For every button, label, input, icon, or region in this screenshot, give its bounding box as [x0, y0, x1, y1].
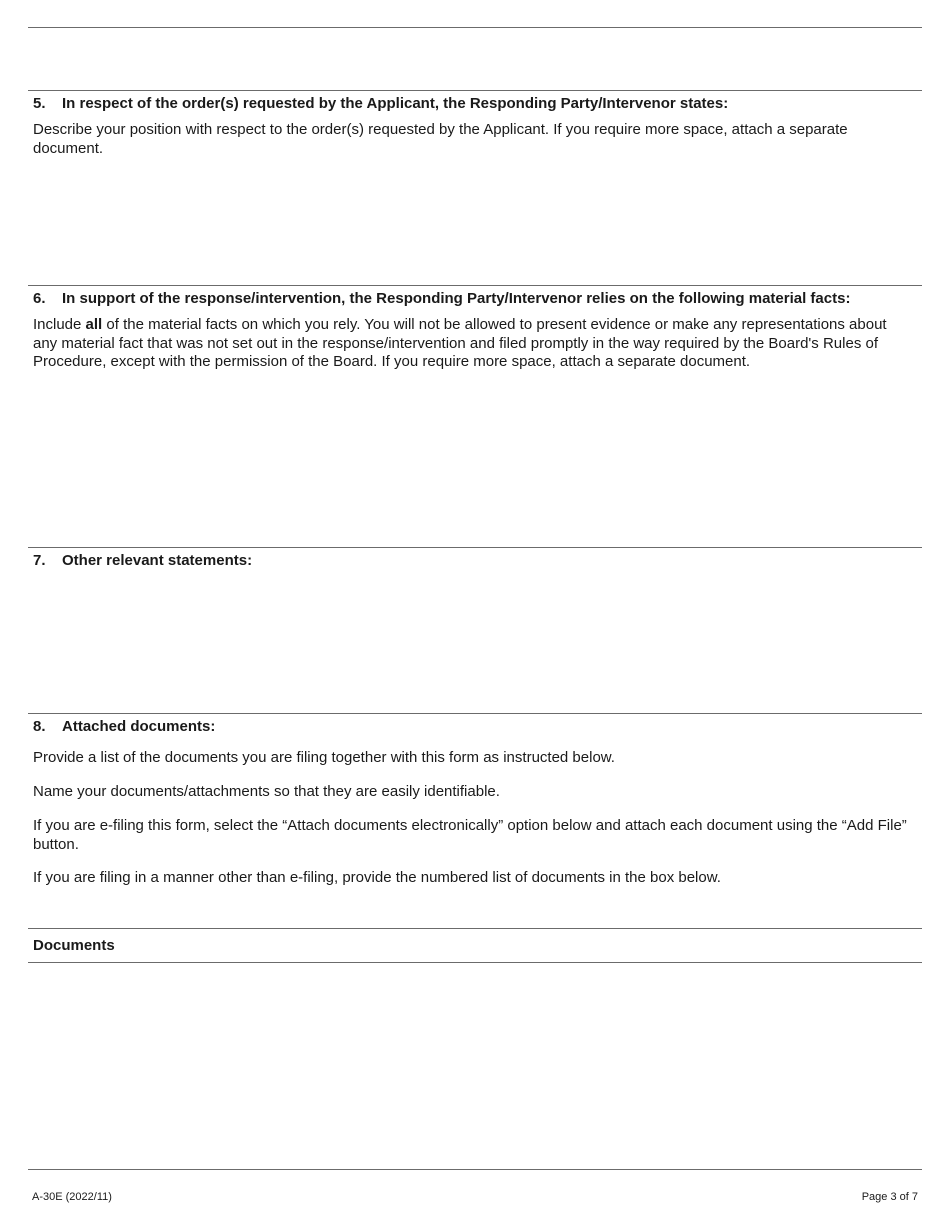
documents-list-field[interactable] — [28, 966, 922, 1164]
section-5-response-field[interactable] — [28, 160, 922, 282]
footer-divider — [28, 1169, 922, 1170]
section-7-title: Other relevant statements: — [62, 552, 253, 569]
section-6-facts-field[interactable] — [28, 374, 922, 544]
section-7-heading — [33, 552, 913, 570]
section-8-paragraph: Provide a list of the documents you are filing together with this form as instructed below. — [33, 749, 615, 766]
section-7-divider — [28, 547, 922, 548]
section-6-instructions-suffix: of the material facts on which you rely. You will not be allowed to present evidence or make any representations about any material fact that was not set out in the response/intervention and filed promptly in the way required by the Board's Rules of Procedure, except with the permission of the Board. If you require more space, attach a separate document. — [33, 316, 887, 370]
page-number: Page 3 of 7 — [861, 1191, 918, 1203]
section-5-title: In respect of the order(s) requested by the Applicant, the Responding Party/Intervenor states: — [62, 95, 729, 112]
section-6-instructions-prefix: Include — [33, 316, 86, 333]
section-5-number: 5. — [33, 95, 46, 112]
section-8-paragraph: If you are filing in a manner other than e-filing, provide the numbered list of documents in the box below. — [33, 869, 721, 886]
section-6-heading — [33, 290, 913, 308]
section-8-number: 8. — [33, 718, 46, 735]
section-7-statements-field[interactable] — [28, 574, 922, 710]
section-6-instructions — [33, 316, 913, 372]
top-divider — [28, 27, 922, 28]
section-7-number: 7. — [33, 552, 46, 569]
section-8-title: Attached documents: — [62, 718, 216, 735]
section-8-heading — [33, 718, 913, 736]
section-6-instructions-emphasis: all — [85, 316, 103, 333]
documents-top-divider — [28, 928, 922, 929]
section-5-heading — [33, 95, 913, 113]
section-8-paragraph: If you are e-filing this form, select the “Attach documents electronically” option below and attach each document using the “Add File” button. — [33, 817, 907, 853]
section-6-title: In support of the response/intervention, the Responding Party/Intervenor relies on the following material facts: — [62, 290, 851, 307]
form-identifier: A-30E (2022/11) — [32, 1191, 112, 1203]
section-8-paragraph: Name your documents/attachments so that they are easily identifiable. — [33, 783, 500, 800]
section-6-divider — [28, 285, 922, 286]
section-5-instructions: Describe your position with respect to the order(s) requested by the Applicant. If you require more space, attach a separate document. — [33, 121, 848, 157]
documents-bottom-divider — [28, 962, 922, 963]
section-8-divider — [28, 713, 922, 714]
section-6-number: 6. — [33, 290, 46, 307]
section-5-divider — [28, 90, 922, 91]
documents-label: Documents — [33, 937, 115, 954]
